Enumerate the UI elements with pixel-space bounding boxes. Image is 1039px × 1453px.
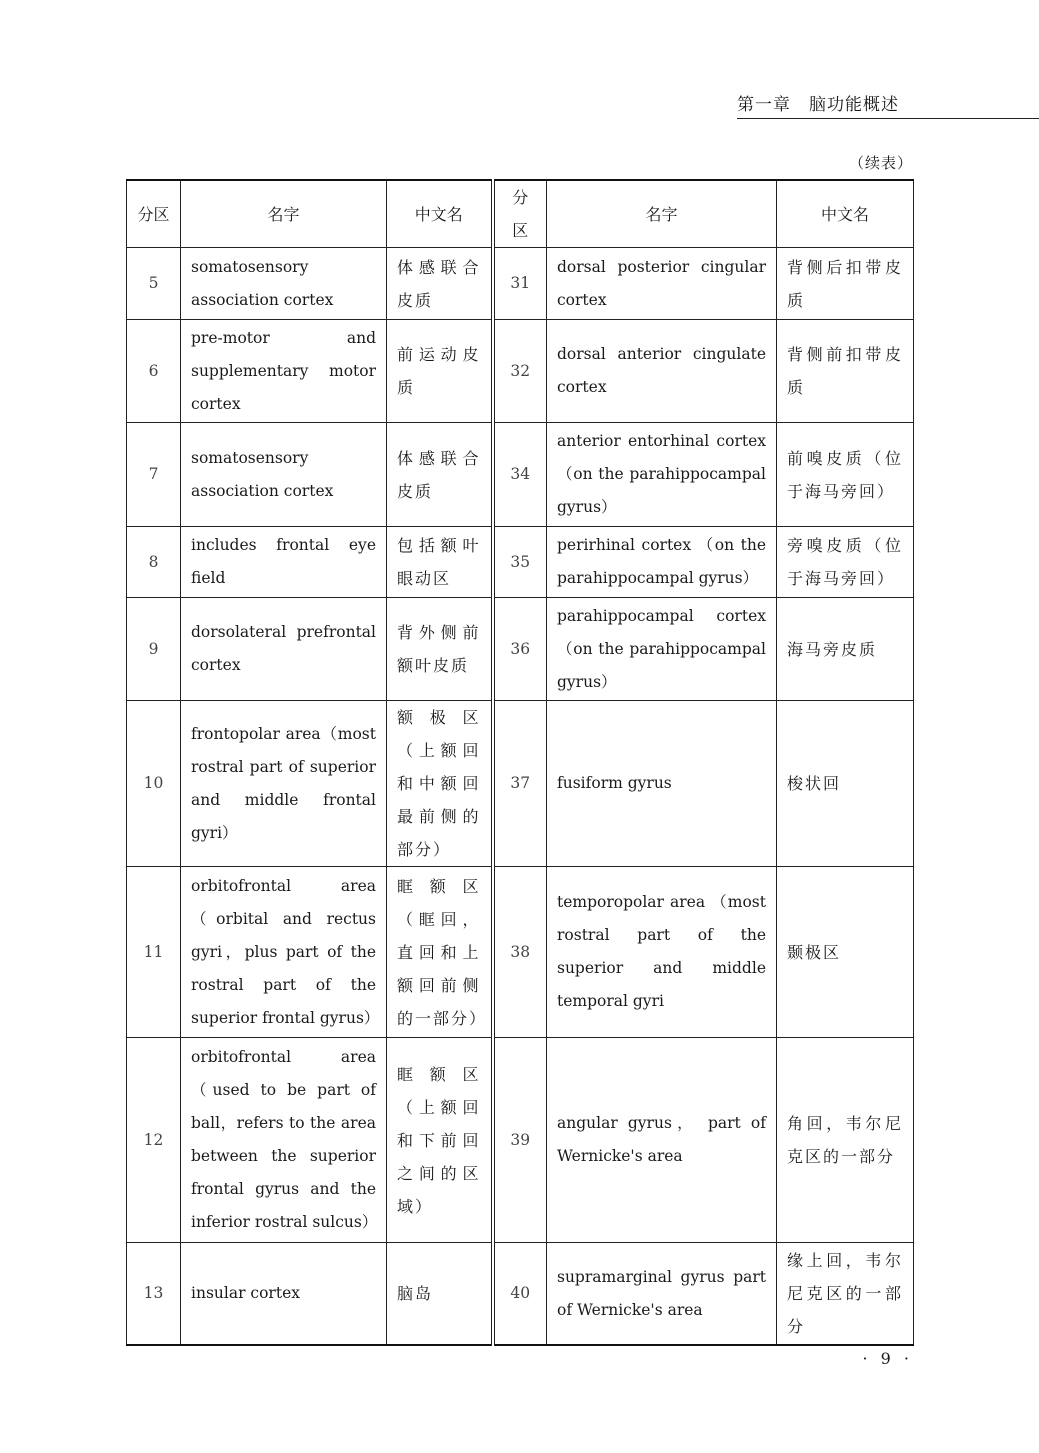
region-number: 6 bbox=[127, 320, 181, 423]
region-number: 36 bbox=[493, 598, 547, 701]
region-name: parahippocampal cortex （on the parahippocampal gyrus） bbox=[547, 598, 777, 701]
table-body bbox=[127, 248, 914, 1346]
region-chinese-name: 梭状回 bbox=[777, 701, 914, 867]
region-name: frontopolar area（most rostral part of superior and middle frontal gyri） bbox=[181, 701, 387, 867]
region-name: angular gyrus， part of Wernicke's area bbox=[547, 1038, 777, 1243]
table-row bbox=[127, 701, 914, 867]
region-name: somatosensory association cortex bbox=[181, 423, 387, 527]
region-number: 37 bbox=[493, 701, 547, 867]
region-name: supramarginal gyrus part of Wernicke's area bbox=[547, 1243, 777, 1346]
region-chinese-name: 前嗅皮质（位于海马旁回） bbox=[777, 423, 914, 527]
region-chinese-name: 体感联合皮质 bbox=[387, 423, 493, 527]
region-number: 5 bbox=[127, 248, 181, 320]
region-name: orbitofrontal area （used to be part of ball，refers to the area between the superior frontal gyrus and the inferior rostral sulcus） bbox=[181, 1038, 387, 1243]
region-name: includes frontal eye field bbox=[181, 527, 387, 598]
column-header-chinese-name: 中文名 bbox=[387, 180, 493, 248]
continued-label: （续表） bbox=[848, 154, 913, 172]
region-name: perirhinal cortex （on the parahippocampal gyrus） bbox=[547, 527, 777, 598]
region-chinese-name: 颞极区 bbox=[777, 867, 914, 1038]
region-name: temporopolar area （most rostral part of the superior and middle temporal gyri bbox=[547, 867, 777, 1038]
region-name: dorsal posterior cingular cortex bbox=[547, 248, 777, 320]
region-number: 31 bbox=[493, 248, 547, 320]
region-name: somatosensory association cortex bbox=[181, 248, 387, 320]
region-number: 32 bbox=[493, 320, 547, 423]
region-name: fusiform gyrus bbox=[547, 701, 777, 867]
region-chinese-name: 眶额区（上额回和下前回之间的区域） bbox=[387, 1038, 493, 1243]
region-chinese-name: 背外侧前额叶皮质 bbox=[387, 598, 493, 701]
region-chinese-name: 缘上回，韦尔尼克区的一部分 bbox=[777, 1243, 914, 1346]
table-row bbox=[127, 320, 914, 423]
region-chinese-name: 旁嗅皮质（位于海马旁回） bbox=[777, 527, 914, 598]
region-number: 7 bbox=[127, 423, 181, 527]
column-header-region: 分区 bbox=[493, 180, 547, 248]
running-header bbox=[737, 90, 1039, 119]
table-row bbox=[127, 423, 914, 527]
region-number: 39 bbox=[493, 1038, 547, 1243]
region-chinese-name: 脑岛 bbox=[387, 1243, 493, 1346]
table-row bbox=[127, 867, 914, 1038]
region-chinese-name: 体感联合皮质 bbox=[387, 248, 493, 320]
column-header-name: 名字 bbox=[547, 180, 777, 248]
region-number: 9 bbox=[127, 598, 181, 701]
region-chinese-name: 包括额叶眼动区 bbox=[387, 527, 493, 598]
column-header-chinese-name: 中文名 bbox=[777, 180, 914, 248]
region-number: 10 bbox=[127, 701, 181, 867]
region-name: dorsal anterior cingulate cortex bbox=[547, 320, 777, 423]
column-header-region: 分区 bbox=[127, 180, 181, 248]
region-chinese-name: 前运动皮质 bbox=[387, 320, 493, 423]
brain-region-table bbox=[126, 179, 914, 1346]
region-chinese-name: 眶额区（眶回，直回和上额回前侧的一部分） bbox=[387, 867, 493, 1038]
region-number: 12 bbox=[127, 1038, 181, 1243]
region-name: insular cortex bbox=[181, 1243, 387, 1346]
region-chinese-name: 角回，韦尔尼克区的一部分 bbox=[777, 1038, 914, 1243]
region-number: 34 bbox=[493, 423, 547, 527]
column-header-name: 名字 bbox=[181, 180, 387, 248]
region-name: anterior entorhinal cortex （on the parahippocampal gyrus） bbox=[547, 423, 777, 527]
region-chinese-name: 海马旁皮质 bbox=[777, 598, 914, 701]
page-number: · 9 · bbox=[862, 1349, 913, 1368]
region-number: 11 bbox=[127, 867, 181, 1038]
table-header-row bbox=[127, 180, 914, 248]
region-chinese-name: 背侧前扣带皮质 bbox=[777, 320, 914, 423]
table-row bbox=[127, 527, 914, 598]
table-row bbox=[127, 1243, 914, 1346]
region-chinese-name: 额极区（上额回和中额回最前侧的部分） bbox=[387, 701, 493, 867]
region-number: 40 bbox=[493, 1243, 547, 1346]
table-row bbox=[127, 1038, 914, 1243]
region-number: 13 bbox=[127, 1243, 181, 1346]
region-number: 38 bbox=[493, 867, 547, 1038]
table-row bbox=[127, 248, 914, 320]
region-name: dorsolateral prefrontal cortex bbox=[181, 598, 387, 701]
region-name: pre-motor and supplementary motor cortex bbox=[181, 320, 387, 423]
table-row bbox=[127, 598, 914, 701]
chapter-title: 第一章 脑功能概述 bbox=[737, 95, 899, 115]
region-name: orbitofrontal area （orbital and rectus gyri，plus part of the rostral part of the superior frontal gyrus） bbox=[181, 867, 387, 1038]
region-number: 8 bbox=[127, 527, 181, 598]
region-number: 35 bbox=[493, 527, 547, 598]
region-chinese-name: 背侧后扣带皮质 bbox=[777, 248, 914, 320]
